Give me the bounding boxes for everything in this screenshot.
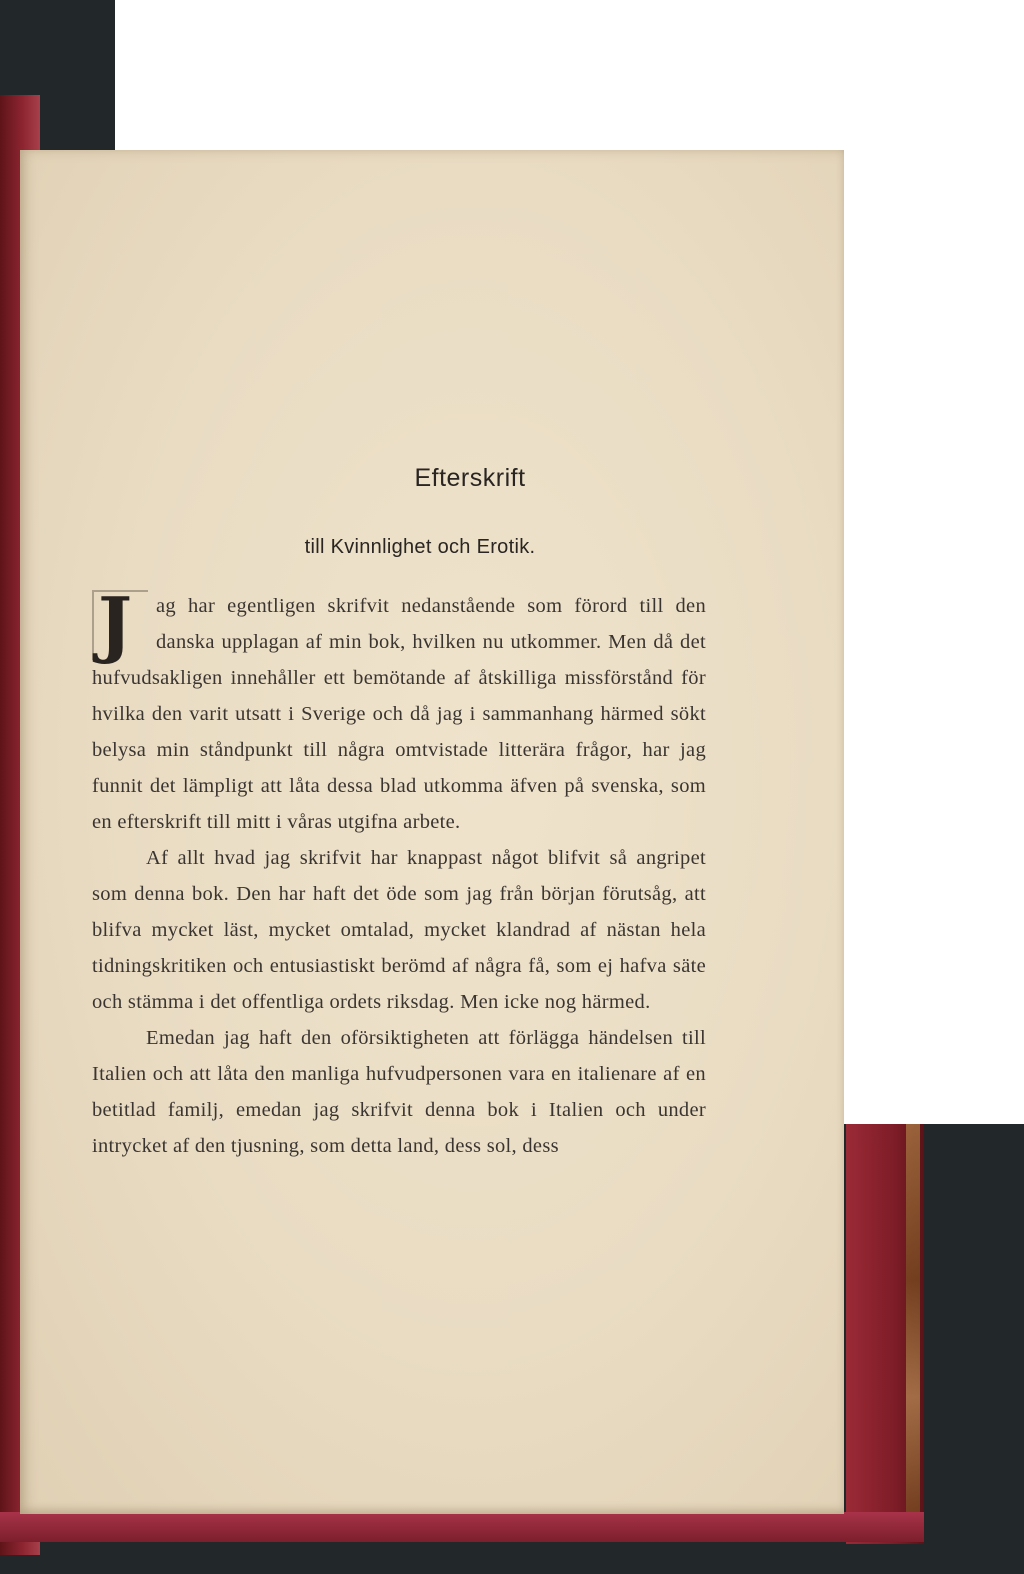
book-cover-bottom-edge <box>0 1512 924 1542</box>
dropcap-letter: J <box>98 581 133 666</box>
paragraph-2: Af allt hvad jag skrifvit har knappast något blifvit så angripet som denna bok. Den har haft det öde som jag från början förutsåg, att blifva mycket läst, mycket omtalad, mycket klandrad af nästan hela tidningskritiken och entusiastiskt berömd af några få, som ej hafva säte och stämma i det offentliga ordets riksdag. Men icke nog härmed. <box>92 847 706 1013</box>
page-heading: Efterskrift <box>414 464 526 492</box>
book-gilt-edge <box>906 1124 920 1514</box>
paragraph-3: Emedan jag haft den oförsiktigheten att förlägga händelsen till Italien och att låta den manliga hufvudpersonen vara en italienare af en betitlad familj, emedan jag skrifvit denna bok i Italien och under intrycket af den tjusning, som detta land, dess sol, dess <box>92 1027 706 1157</box>
paragraph-1 <box>92 581 706 840</box>
dropcap-ornament <box>92 581 148 666</box>
body-text <box>92 581 706 1164</box>
page-subheading: till Kvinnlighet och Erotik. <box>304 536 536 558</box>
paragraph-1-text: ag har egentligen skrifvit nedanstående som förord till den danska upplagan af min bok, hvilken nu utkommer. Men då det hufvudsakligen innehåller ett bemötande af åtskilliga missförstånd för hvilka den varit utsatt i Sverige och då jag i sammanhang härmed sökt belysa min ståndpunkt till några omtvistade litterära frågor, har jag funnit det lämpligt att låta dessa blad utkomma äfven på svenska, som en efterskrift till mitt i våras utgifna arbete. <box>92 595 706 833</box>
book-page <box>20 150 844 1514</box>
